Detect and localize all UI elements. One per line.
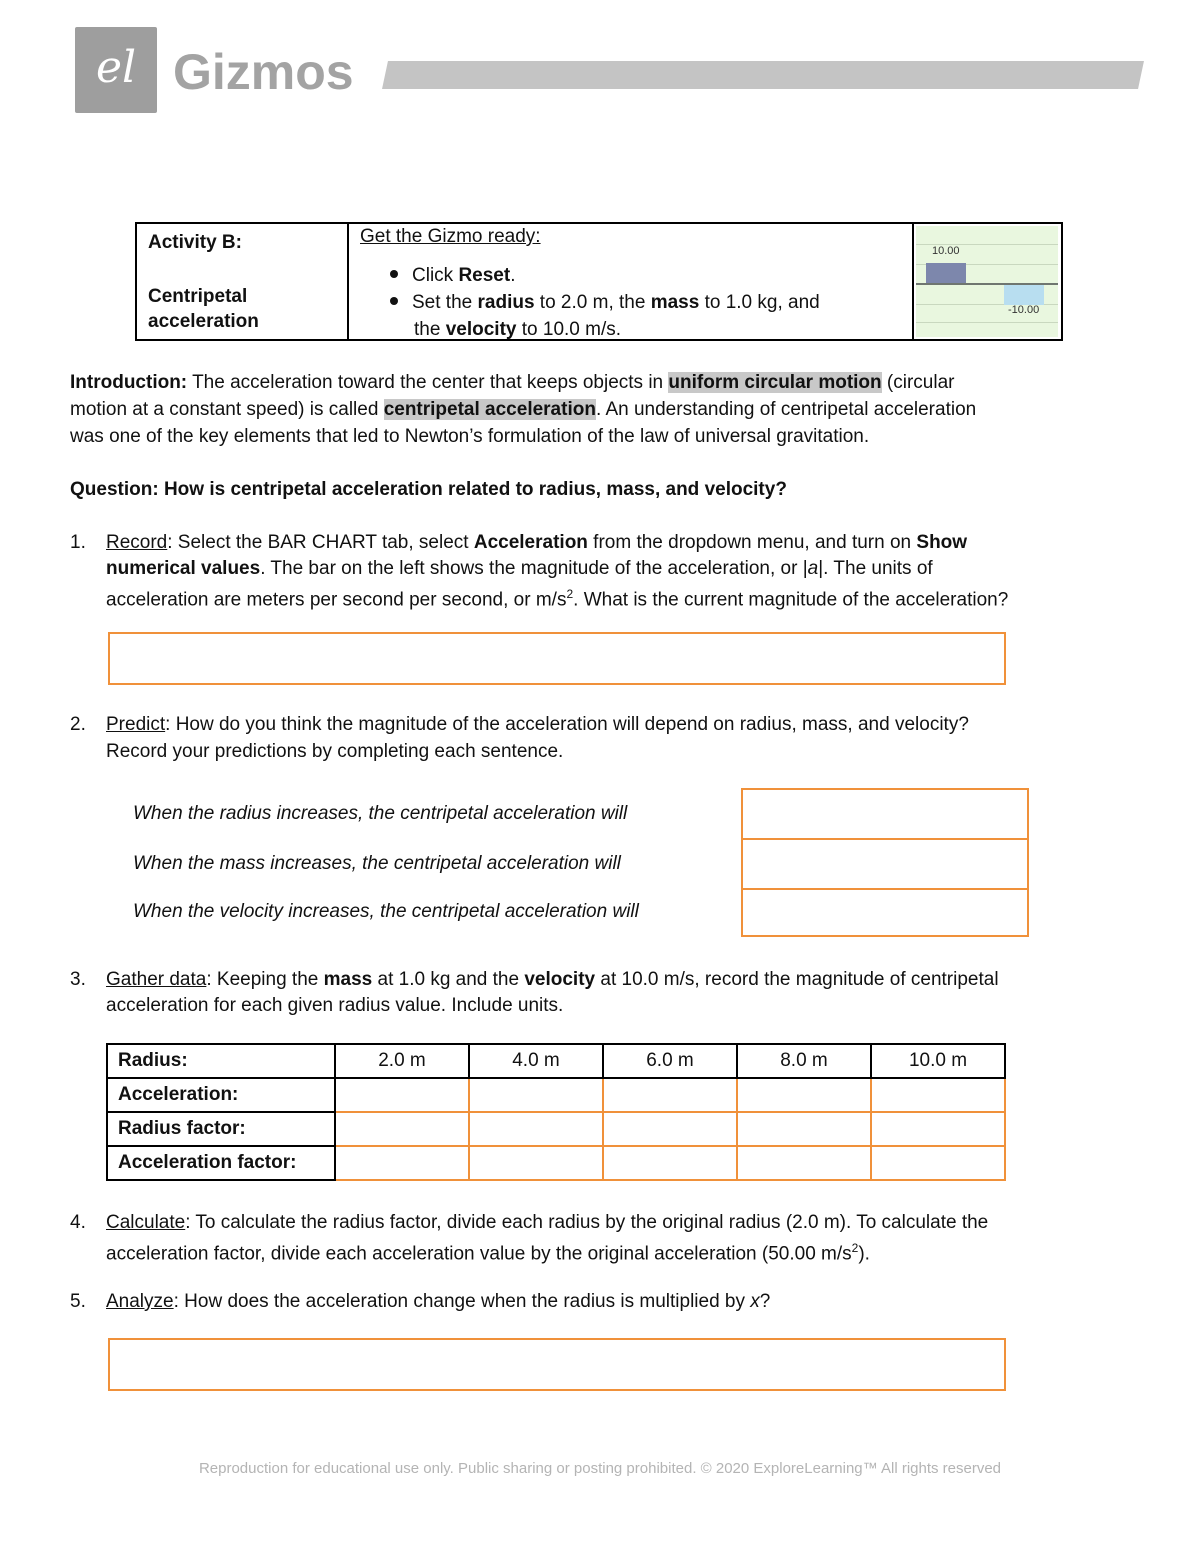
header-bar [382, 61, 1144, 89]
acceleration-factor-input[interactable] [737, 1146, 871, 1180]
brand-title: Gizmos [173, 44, 354, 100]
table-row-radius [107, 1044, 1005, 1078]
q3-line1: Gather data: Keeping the mass at 1.0 kg and the velocity at 10.0 m/s, record the magnitude of centripetal [106, 969, 999, 990]
q5-answer-box[interactable] [108, 1338, 1006, 1391]
q3-number: 3. [70, 969, 86, 990]
row-label-radius: Radius: [107, 1044, 335, 1078]
positive-bar [926, 263, 966, 283]
table-row-radius-factor [107, 1112, 1005, 1146]
acceleration-factor-input[interactable] [871, 1146, 1005, 1180]
q1-answer-box[interactable] [108, 632, 1006, 685]
row-label-acceleration-factor: Acceleration factor: [107, 1146, 335, 1180]
positive-bar-label: 10.00 [932, 245, 960, 257]
prediction-radius-box[interactable] [741, 788, 1029, 840]
bullet-icon [390, 270, 398, 278]
step-set-values-cont: the velocity to 10.0 m/s. [414, 319, 622, 340]
q1-line2: numerical values. The bar on the left shows the magnitude of the acceleration, or |a|. The units of [106, 558, 933, 579]
row-label-acceleration: Acceleration: [107, 1078, 335, 1112]
q1-number: 1. [70, 532, 86, 553]
radius-factor-input[interactable] [871, 1112, 1005, 1146]
radius-value: 10.0 m [871, 1044, 1005, 1078]
radius-value: 2.0 m [335, 1044, 469, 1078]
q2-line2: Record your predictions by completing each sentence. [106, 741, 564, 762]
step-set-values: Set the radius to 2.0 m, the mass to 1.0 kg, and [390, 289, 820, 316]
radius-data-table [106, 1043, 1006, 1181]
acceleration-input[interactable] [871, 1078, 1005, 1112]
q4-line2: acceleration factor, divide each acceleration value by the original acceleration (50.00 $m/s^2$). [106, 1241, 870, 1265]
q4-line1: Calculate: To calculate the radius factor, divide each radius by the original radius (2.0 m). To calculate the [106, 1212, 989, 1233]
ready-heading: Get the Gizmo ready: [360, 226, 541, 247]
radius-value: 6.0 m [603, 1044, 737, 1078]
radius-value: 4.0 m [469, 1044, 603, 1078]
table-row-acceleration-factor [107, 1146, 1005, 1180]
q5-line1: Analyze: How does the acceleration change when the radius is multiplied by x? [106, 1291, 771, 1312]
radius-factor-input[interactable] [469, 1112, 603, 1146]
radius-factor-input[interactable] [335, 1112, 469, 1146]
acceleration-input[interactable] [335, 1078, 469, 1112]
prediction-velocity-box[interactable] [741, 888, 1029, 937]
q2-line1: Predict: How do you think the magnitude of the acceleration will depend on radius, mass, and velocity? [106, 714, 969, 735]
logo-mark: el [95, 42, 137, 93]
grid-line [916, 322, 1058, 323]
radius-value: 8.0 m [737, 1044, 871, 1078]
mini-bar-chart [916, 226, 1058, 337]
prediction-mass-sentence: When the mass increases, the centripetal acceleration will [133, 853, 621, 874]
intro-line3: was one of the key elements that led to Newton’s formulation of the law of universal gravitation. [70, 426, 870, 447]
footer-copyright: Reproduction for educational use only. Public sharing or posting prohibited. © 2020 ExploreLearning™ All rights reserved [198, 1460, 1002, 1477]
q5-number: 5. [70, 1291, 86, 1312]
acceleration-input[interactable] [737, 1078, 871, 1112]
q1-line1: Record: Select the BAR CHART tab, select Acceleration from the dropdown menu, and turn on Show [106, 532, 968, 553]
q1-line3: acceleration are meters per second per second, or $m/s^2$. What is the current magnitude of the acceleration? [106, 587, 1009, 611]
term-centripetal-acceleration: centripetal acceleration [383, 399, 596, 420]
radius-factor-input[interactable] [603, 1112, 737, 1146]
prediction-velocity-sentence: When the velocity increases, the centripetal acceleration will [133, 901, 639, 922]
negative-bar-label: -10.00 [1008, 304, 1040, 316]
question-heading: Question: How is centripetal acceleration related to radius, mass, and velocity? [70, 479, 787, 500]
bullet-icon [390, 297, 398, 305]
row-label-radius-factor: Radius factor: [107, 1112, 335, 1146]
activity-topic-line2: acceleration [148, 311, 259, 332]
negative-bar [1004, 285, 1044, 305]
acceleration-input[interactable] [469, 1078, 603, 1112]
term-uniform-circular-motion: uniform circular motion [668, 372, 882, 393]
acceleration-factor-input[interactable] [603, 1146, 737, 1180]
q4-number: 4. [70, 1212, 86, 1233]
prediction-radius-sentence: When the radius increases, the centripetal acceleration will [133, 803, 628, 824]
activity-topic-line1: Centripetal [148, 286, 248, 307]
step-click-reset: Click Reset. [390, 262, 515, 289]
activity-label: Activity B: [148, 232, 242, 253]
q2-number: 2. [70, 714, 86, 735]
intro-line2: motion at a constant speed) is called centripetal acceleration. An understanding of centripetal acceleration [70, 399, 977, 420]
prediction-mass-box[interactable] [741, 838, 1029, 890]
acceleration-input[interactable] [603, 1078, 737, 1112]
radius-factor-input[interactable] [737, 1112, 871, 1146]
table-row-acceleration [107, 1078, 1005, 1112]
acceleration-factor-input[interactable] [335, 1146, 469, 1180]
q3-line2: acceleration for each given radius value. Include units. [106, 995, 564, 1016]
zero-axis [916, 283, 1058, 285]
intro-line1: Introduction: The acceleration toward the center that keeps objects in uniform circular motion (circular [70, 372, 955, 393]
acceleration-factor-input[interactable] [469, 1146, 603, 1180]
